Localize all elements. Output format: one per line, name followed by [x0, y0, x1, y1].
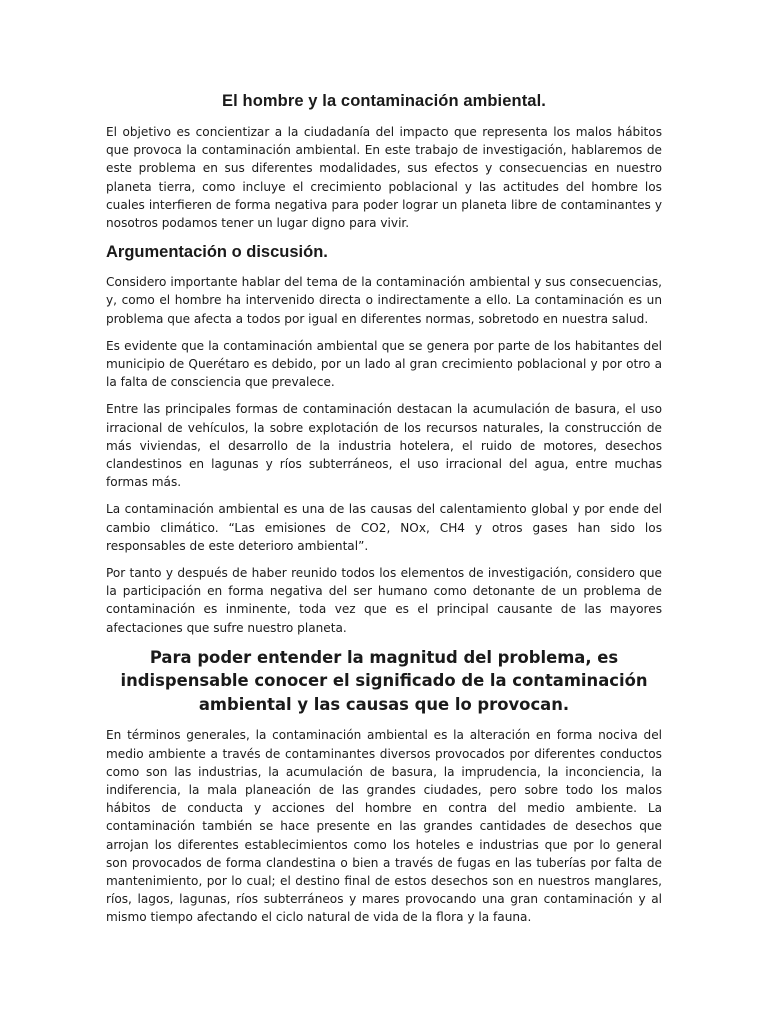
paragraph-evidente: Es evidente que la contaminación ambiental que se genera por parte de los habitantes del municipio de Querétaro es debido, por un lado al gran crecimiento poblacional y por otro a la falta de consciencia que prevalece. [106, 338, 662, 390]
section-heading-magnitud: Para poder entender la magnitud del problema, es indispensable conocer el significado de la contaminación ambiental y las causas que lo provocan. [120, 647, 648, 714]
paragraph-definicion: En términos generales, la contaminación ambiental es la alteración en forma nociva del medio ambiente a través de contaminantes diversos provocados por diferentes conductos como son las industrias, la acumulación de basura, la imprudencia, la inconciencia, la indiferencia, la mala planeación de las grandes ciudades, pero sobre todo los malos hábitos de conducta y acciones del hombre en contra del medio ambiente. La contaminación también se hace presente en las grandes cantidades de desechos que arrojan los diferentes establecimientos como los hoteles e industrias que por lo general son provocados de forma clandestina o bien a través de fugas en las tuberías por falta de mantenimiento, por lo cual; el destino final de estos desechos son en nuestros manglares, ríos, lagos, lagunas, ríos subterráneos y mares provocando una gran contaminación y al mismo tiempo afectando el ciclo natural de vida de la flora y la fauna. [106, 728, 662, 925]
section-heading-argumentation: Argumentación o discusión. [106, 243, 328, 262]
document-title: El hombre y la contaminación ambiental. [222, 92, 546, 110]
intro-paragraph: El objetivo es concientizar a la ciudadanía del impacto que representa los malos hábitos que provoca la contaminación ambiental. En este trabajo de investigación, hablaremos de este problema en sus diferentes modalidades, sus efectos y consecuencias en nuestro planeta tierra, como incluye el crecimiento poblacional y las actitudes del hombre los cuales interfieren de forma negativa para poder lograr un planeta libre de contaminantes y nosotros podamos tener un lugar digno para vivir. [106, 125, 662, 231]
paragraph-calentamiento: La contaminación ambiental es una de las causas del calentamiento global y por ende del cambio climático. “Las emisiones de CO2, NOx, CH4 y otros gases han sido los responsables de este deterioro ambiental”. [106, 502, 662, 553]
paragraph-formas: Entre las principales formas de contaminación destacan la acumulación de basura, el uso irracional de vehículos, la sobre explotación de los recursos naturales, la construcción de más viviendas, el desarrollo de la industria hotelera, el ruido de motores, desechos clandestinos en lagunas y ríos subterráneos, el uso irracional del agua, entre muchas formas más. [106, 402, 662, 490]
paragraph-considero: Considero importante hablar del tema de la contaminación ambiental y sus consecuencias, y, como el hombre ha intervenido directa o indirectamente a ello. La contaminación es un problema que afecta a todos por igual en diferentes normas, sobretodo en nuestra salud. [106, 275, 662, 326]
paragraph-conclusion: Por tanto y después de haber reunido todos los elementos de investigación, considero que la participación en forma negativa del ser humano como detonante de un problema de contaminación es inminente, toda vez que es el principal causante de las mayores afectaciones que sufre nuestro planeta. [106, 566, 662, 635]
